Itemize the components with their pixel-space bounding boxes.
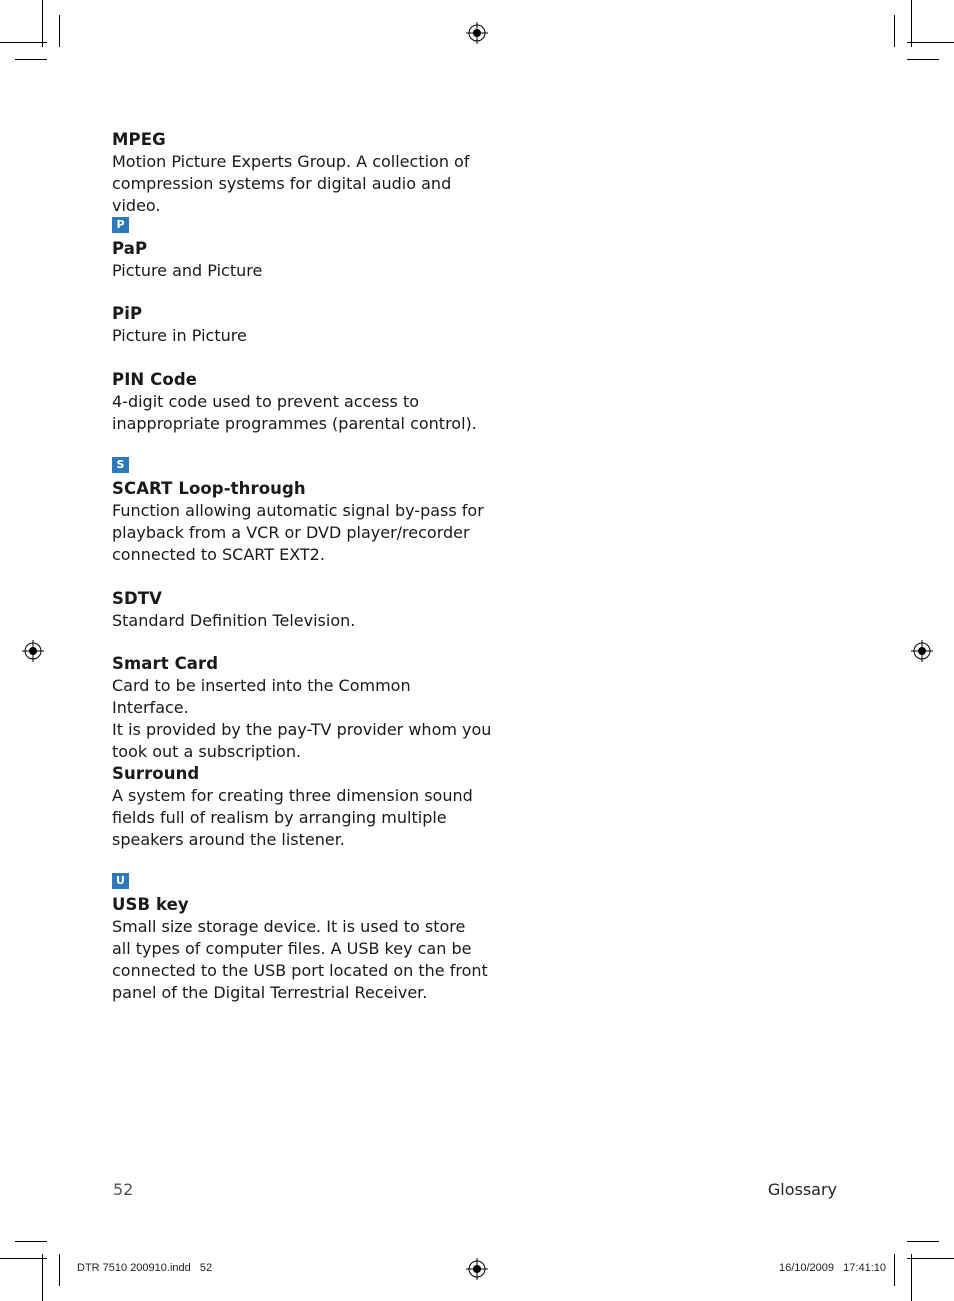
- crop-mark: [907, 1241, 939, 1242]
- entry-term: PaP: [112, 239, 148, 258]
- slug-file-name: DTR 7510 200910.indd 52: [77, 1262, 213, 1274]
- crop-mark: [15, 1241, 47, 1242]
- crop-mark: [42, 0, 43, 47]
- registration-mark-icon: [466, 1258, 488, 1280]
- page-number: 52: [113, 1180, 134, 1199]
- crop-mark: [59, 1254, 60, 1286]
- glossary-entry-pip: [112, 303, 492, 347]
- crop-mark: [907, 59, 939, 60]
- crop-mark: [0, 1258, 47, 1259]
- entry-definition: Standard Definition Television.: [112, 611, 356, 630]
- entry-term: Smart Card: [112, 654, 219, 673]
- glossary-entry-pin-code: [112, 369, 492, 435]
- crop-mark: [59, 15, 60, 47]
- section-letter-badge: U: [112, 873, 129, 889]
- entry-definition: 4-digit code used to prevent access to inappropriate programmes (parental control).: [112, 392, 477, 433]
- entry-term: MPEG: [112, 130, 166, 149]
- crop-mark: [911, 1254, 912, 1301]
- entry-definition: Picture in Picture: [112, 326, 247, 345]
- glossary-entry-sdtv: [112, 588, 492, 632]
- crop-mark: [0, 42, 47, 43]
- entry-term: PIN Code: [112, 370, 198, 389]
- glossary-entry-mpeg: [112, 129, 492, 217]
- glossary-entry-pap: [112, 238, 492, 282]
- section-letter-badge: P: [112, 217, 129, 233]
- slug-timestamp: 16/10/2009 17:41:10: [778, 1262, 886, 1274]
- crop-mark: [894, 15, 895, 47]
- entry-definition: Small size storage device. It is used to store all types of computer files. A USB key can be connected to the USB port located on the front panel of the Digital Terrestrial Receiver.: [112, 917, 488, 1002]
- entry-term: SDTV: [112, 589, 163, 608]
- entry-term: Surround: [112, 764, 200, 783]
- entry-term: PiP: [112, 304, 143, 323]
- section-letter-badge: S: [112, 457, 129, 473]
- registration-mark-icon: [466, 22, 488, 44]
- registration-mark-icon: [22, 640, 44, 662]
- crop-mark: [15, 59, 47, 60]
- entry-definition: Picture and Picture: [112, 261, 263, 280]
- glossary-entry-surround: [112, 763, 492, 851]
- registration-mark-icon: [911, 640, 933, 662]
- crop-mark: [42, 1254, 43, 1301]
- glossary-entry-usb-key: [112, 894, 492, 1004]
- entry-term: USB key: [112, 895, 189, 914]
- entry-definition: Function allowing automatic signal by-pass for playback from a VCR or DVD player/recorder connected to SCART EXT2.: [112, 501, 484, 564]
- entry-term: SCART Loop-through: [112, 479, 306, 498]
- glossary-entry-smart-card: [112, 653, 492, 763]
- entry-definition: Motion Picture Experts Group. A collection of compression systems for digital audio and video.: [112, 152, 470, 215]
- entry-definition: Card to be inserted into the Common Interface. It is provided by the pay-TV provider whom you took out a subscription.: [112, 676, 492, 761]
- section-title: Glossary: [767, 1180, 837, 1199]
- glossary-entry-scart-loop-through: [112, 478, 492, 566]
- crop-mark: [894, 1254, 895, 1286]
- crop-mark: [907, 42, 954, 43]
- crop-mark: [911, 0, 912, 47]
- entry-definition: A system for creating three dimension sound fields full of realism by arranging multiple speakers around the listener.: [112, 786, 473, 849]
- crop-mark: [907, 1258, 954, 1259]
